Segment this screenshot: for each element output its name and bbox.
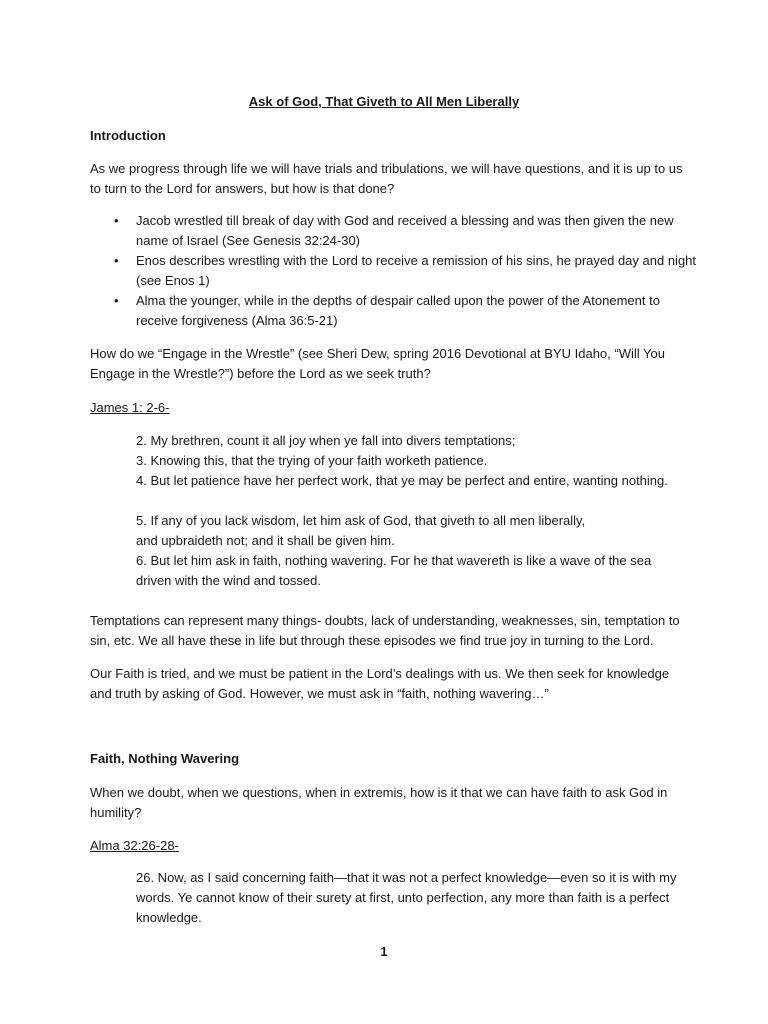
alma-reference: Alma 32:26-28- [90, 838, 179, 853]
bullet-2-line-2: (see Enos 1) [136, 273, 210, 288]
bullet-1-line-2: name of Israel (See Genesis 32:24-30) [136, 233, 361, 248]
engage-paragraph-line-1: How do we “Engage in the Wrestle” (see Sheri Dew, spring 2016 Devotional at BYU Idaho, “Will You [90, 346, 665, 361]
doubt-paragraph-line-2: humility? [90, 805, 142, 820]
page-number: 1 [380, 944, 388, 959]
bullet-icon: • [114, 293, 119, 308]
temptations-paragraph-line-2: sin, etc. We all have these in life but through these episodes we find true joy in turning to the Lord. [90, 633, 654, 648]
james-verse-2: 2. My brethren, count it all joy when ye fall into divers temptations; [136, 433, 516, 448]
bullet-3-line-2: receive forgiveness (Alma 36:5-21) [136, 313, 338, 328]
james-verse-4: 4. But let patience have her perfect work, that ye may be perfect and entire, wanting nothing. [136, 473, 668, 488]
document-title: Ask of God, That Giveth to All Men Liberally [248, 94, 520, 109]
james-reference: James 1: 2-6- [90, 400, 170, 415]
james-verse-5-line-2: and upbraideth not; and it shall be given him. [136, 533, 395, 548]
james-verse-6-line-2: driven with the wind and tossed. [136, 573, 321, 588]
bullet-icon: • [114, 253, 119, 268]
james-verse-3: 3. Knowing this, that the trying of your faith worketh patience. [136, 453, 488, 468]
alma-verse-line-1: 26. Now, as I said concerning faith—that it was not a perfect knowledge—even so it is with my [136, 870, 677, 885]
doubt-paragraph-line-1: When we doubt, when we questions, when in extremis, how is it that we can have faith to ask God in [90, 785, 668, 800]
alma-verse-line-3: knowledge. [136, 910, 202, 925]
bullet-3-line-1: Alma the younger, while in the depths of despair called upon the power of the Atonement to [136, 293, 660, 308]
bullet-1-line-1: Jacob wrestled till break of day with God and received a blessing and was then given the new [136, 213, 674, 228]
intro-paragraph-line-1: As we progress through life we will have trials and tribulations, we will have questions, and it is up to us [90, 161, 683, 176]
james-verse-5-line-1: 5. If any of you lack wisdom, let him ask of God, that giveth to all men liberally, [136, 513, 586, 528]
introduction-heading: Introduction [90, 128, 166, 143]
alma-verse-line-2: words. Ye cannot know of their surety at first, unto perfection, any more than faith is a perfect [136, 890, 670, 905]
faith-heading: Faith, Nothing Wavering [90, 751, 240, 766]
faith-paragraph-line-2: and truth by asking of God. However, we must ask in “faith, nothing wavering…” [90, 686, 549, 701]
intro-paragraph-line-2: to turn to the Lord for answers, but how is that done? [90, 181, 395, 196]
bullet-icon: • [114, 213, 119, 228]
temptations-paragraph-line-1: Temptations can represent many things- doubts, lack of understanding, weaknesses, sin, temptation to [90, 613, 680, 628]
bullet-2-line-1: Enos describes wrestling with the Lord to receive a remission of his sins, he prayed day and night [136, 253, 697, 268]
james-verse-6-line-1: 6. But let him ask in faith, nothing wavering. For he that wavereth is like a wave of the sea [136, 553, 652, 568]
faith-paragraph-line-1: Our Faith is tried, and we must be patient in the Lord’s dealings with us. We then seek for knowledge [90, 666, 670, 681]
engage-paragraph-line-2: Engage in the Wrestle?”) before the Lord as we seek truth? [90, 366, 431, 381]
